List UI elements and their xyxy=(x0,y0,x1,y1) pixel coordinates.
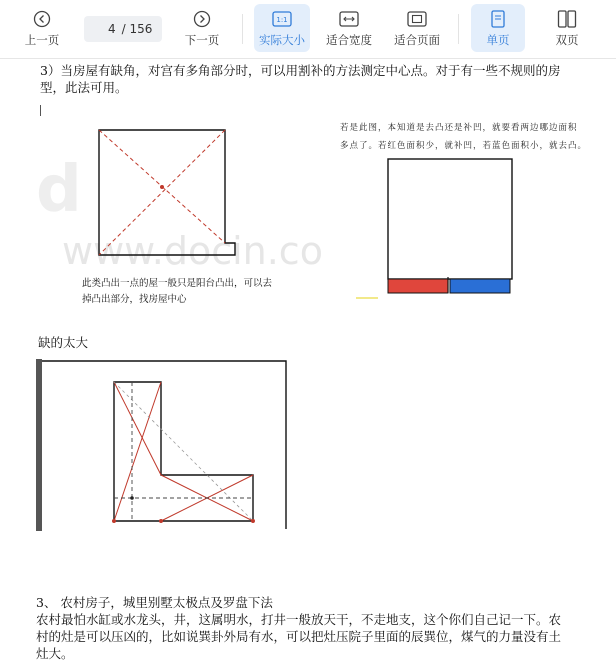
diagram-l-shape-house xyxy=(34,357,294,537)
svg-text:1:1: 1:1 xyxy=(276,16,288,24)
chevron-left-icon xyxy=(33,8,51,30)
single-page-button[interactable] xyxy=(471,4,525,52)
viewer-toolbar xyxy=(0,0,616,59)
caption-line: 掉凸出部分，找房屋中心 xyxy=(82,294,187,305)
paragraph-line: 型，此法可用。 xyxy=(40,80,128,95)
caption-line: 此类凸出一点的屋一般只是阳台凸出，可以去 xyxy=(82,278,273,289)
fit-page-button[interactable] xyxy=(388,4,446,52)
text-cursor-mark xyxy=(40,105,41,116)
actual-size-button[interactable] xyxy=(254,4,310,52)
watermark-logo: d xyxy=(36,153,82,227)
fit-page-label: 适合页面 xyxy=(394,33,440,47)
fit-page-icon xyxy=(407,8,427,30)
next-page-button[interactable] xyxy=(176,4,228,52)
paragraph-line: 农村最怕水缸或水龙头，井，这属明水，打井一般放天干，不走地支，这个你们自己记一下。农 xyxy=(36,612,562,627)
page-indicator xyxy=(84,16,162,42)
handwritten-note-line: 若是此图，本知道是去凸还是补凹，就要看两边哪边面积 xyxy=(340,123,578,133)
highlight-mark xyxy=(356,297,378,299)
watermark-url: www.docin.co xyxy=(62,229,323,273)
document-page xyxy=(0,59,616,668)
actual-size-label: 实际大小 xyxy=(259,33,305,47)
paragraph-line: 3）当房屋有缺角，对宫有多角部分时，可以用割补的方法测定中心点。对于有一些不规则的房 xyxy=(40,63,561,78)
paragraph-line: 村的灶是可以压凶的，比如说巽卦外局有水，可以把灶压院子里面的辰巽位，煤气的力量没有土 xyxy=(36,629,562,644)
chevron-right-icon xyxy=(193,8,211,30)
double-page-icon xyxy=(557,8,577,30)
toolbar-divider xyxy=(458,14,459,44)
toolbar-divider xyxy=(242,14,243,44)
section-heading: 3、 农村房子，城里别墅太极点及罗盘下法 xyxy=(36,595,273,610)
total-pages: / 156 xyxy=(121,22,153,36)
prev-page-button[interactable] xyxy=(16,4,68,52)
fit-width-label: 适合宽度 xyxy=(326,33,372,47)
handwritten-note-line: 多点了。若红色面积少，就补凹，若蓝色面积小，就去凸。 xyxy=(340,141,588,151)
fit-width-icon xyxy=(339,8,359,30)
double-page-button[interactable] xyxy=(540,4,594,52)
fit-width-button[interactable] xyxy=(320,4,378,52)
single-page-label: 单页 xyxy=(486,33,510,47)
section-label: 缺的太大 xyxy=(38,335,89,350)
paragraph-line: 灶大。 xyxy=(36,646,74,661)
diagram-protrusion-house xyxy=(98,129,238,259)
single-page-icon xyxy=(490,8,506,30)
actual-size-icon xyxy=(272,8,292,30)
next-page-label: 下一页 xyxy=(184,33,220,47)
prev-page-label: 上一页 xyxy=(24,33,60,47)
double-page-label: 双页 xyxy=(555,33,579,47)
page-number-input[interactable] xyxy=(94,22,116,36)
diagram-red-blue-areas xyxy=(386,157,516,297)
